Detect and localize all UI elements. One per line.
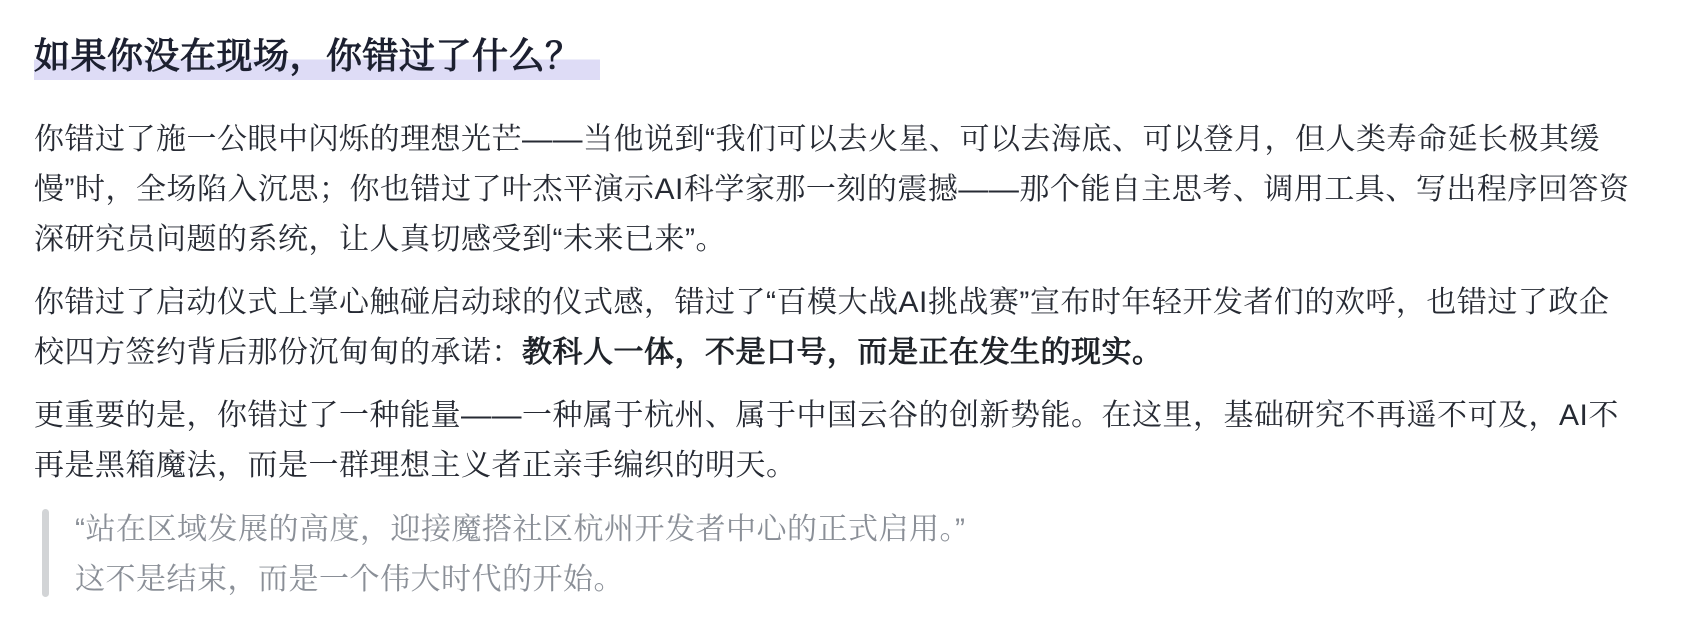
paragraph-2-text: 你错过了启动仪式上掌心触碰启动球的仪式感，错过了“百模大战AI挑战赛”宣布时年轻开发者们的欢呼，也错过了政企校四方签约背后那份沉甸甸的承诺： [34, 286, 1610, 369]
page-title [34, 33, 1632, 79]
blockquote-bar [42, 509, 49, 597]
paragraph-3: 更重要的是，你错过了一种能量——一种属于杭州、属于中国云谷的创新势能。在这里，基础研究不再遥不可及，AI不再是黑箱魔法，而是一群理想主义者正亲手编织的明天。 [34, 399, 1619, 482]
paragraph-2-bold-text: 教科人一体，不是口号，而是正在发生的现实。 [522, 336, 1163, 369]
blockquote-line-2: 这不是结束，而是一个伟大时代的开始。 [75, 563, 624, 596]
blockquote-line-1: “站在区域发展的高度，迎接魔搭社区杭州开发者中心的正式启用。” [75, 513, 966, 546]
blockquote [42, 505, 1632, 605]
paragraph-1: 你错过了施一公眼中闪烁的理想光芒——当他说到“我们可以去火星、可以去海底、可以登月，但人类寿命延长极其缓慢”时，全场陷入沉思；你也错过了叶杰平演示AI科学家那一刻的震撼——那个能自主思考、调用工具、写出程序回答资深研究员问题的系统，让人真切感受到“未来已来”。 [34, 123, 1630, 256]
paragraph-2 [34, 278, 1632, 378]
blockquote-content [75, 505, 965, 605]
page-title-highlight: 如果你没在现场，你错过了什么？ [34, 35, 600, 80]
